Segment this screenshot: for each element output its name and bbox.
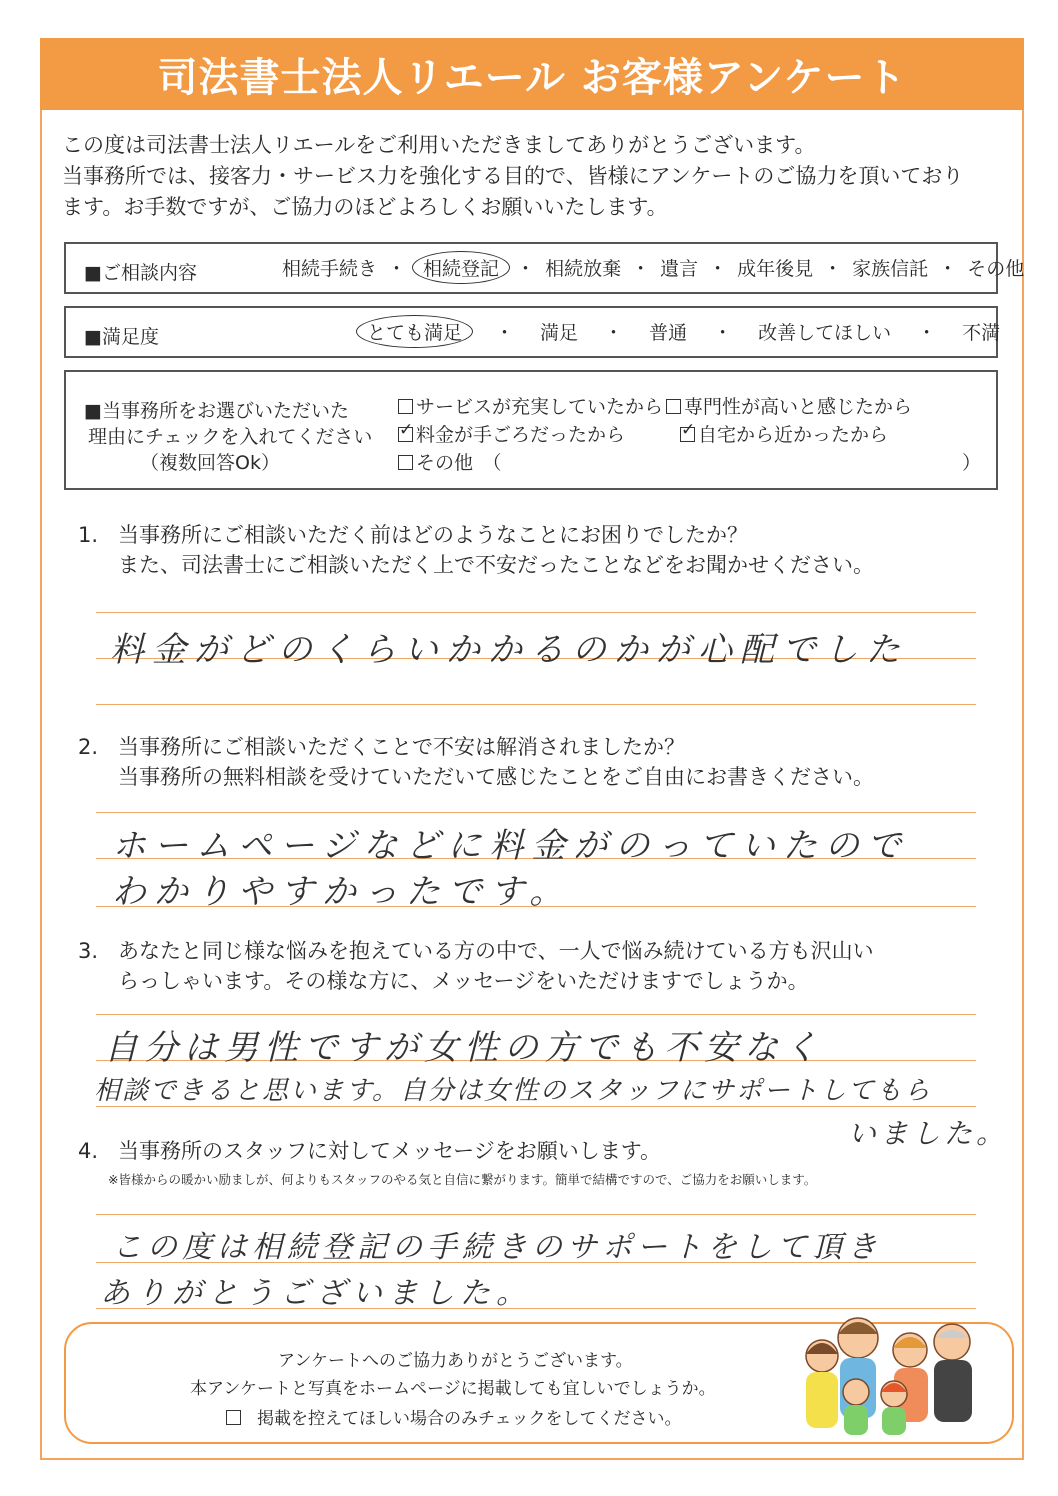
- question-text: らっしゃいます。その様な方に、メッセージをいただけますでしょうか。: [118, 969, 809, 993]
- question-number: 1.: [78, 523, 99, 547]
- consultation-option[interactable]: 相続放棄: [545, 258, 622, 280]
- checkbox[interactable]: [666, 399, 681, 414]
- reasons-label: （複数回答Ok）: [140, 452, 280, 474]
- satisfaction-option[interactable]: 不満: [962, 322, 1001, 344]
- consultation-option[interactable]: 家族信託: [852, 258, 929, 280]
- consultation-option[interactable]: 相続手続き: [282, 258, 378, 280]
- reason-text: 専門性が高いと感じたから: [684, 396, 913, 418]
- reason-text: 自宅から近かったから: [698, 424, 889, 446]
- question-text: また、司法書士にご相談いただく上で不安だったことなどをお聞かせください。: [118, 553, 874, 577]
- footer-thanks: アンケートへのご協力ありがとうございます。: [278, 1351, 633, 1371]
- question-3: [78, 936, 874, 996]
- reason-close-paren: ）: [962, 452, 982, 474]
- satisfaction-option-selected[interactable]: とても満足: [356, 315, 473, 348]
- question-text: 当事務所にご相談いただく前はどのようなことにお困りでしたか？: [118, 523, 748, 547]
- intro-line: ます。お手数ですが、ご協力のほどよろしくお願いいたします。: [62, 195, 668, 219]
- answer-rule: [96, 1014, 976, 1015]
- answer-1-handwriting: 料金がどのくらいかかるのかが心配でした: [110, 630, 908, 670]
- intro-text: [62, 130, 1007, 223]
- consultation-option[interactable]: 成年後見: [737, 258, 814, 280]
- question-text: 当事務所のスタッフに対してメッセージをお願いします。: [118, 1139, 662, 1163]
- intro-line: この度は司法書士法人リエールをご利用いただきましてありがとうございます。: [62, 133, 816, 157]
- question-text: 当事務所の無料相談を受けていただいて感じたことをご自由にお書きください。: [118, 765, 874, 789]
- question-2: [78, 732, 874, 792]
- question-text: あなたと同じ様な悩みを抱えている方の中で、一人で悩み続けている方も沢山い: [118, 939, 874, 963]
- family-illustration: [800, 1308, 980, 1440]
- checkbox[interactable]: [398, 455, 413, 470]
- reason-item[interactable]: [398, 392, 663, 419]
- answer-3-handwriting: 相談できると思います。自分は女性のスタッフにサポートしてもら: [94, 1076, 932, 1106]
- question-text: 当事務所にご相談いただくことで不安は解消されましたか？: [118, 735, 685, 759]
- consultation-option-selected[interactable]: 相続登記: [412, 251, 510, 284]
- answer-rule: [96, 1214, 976, 1215]
- reasons-label: 理由にチェックを入れてください: [88, 426, 373, 448]
- reason-text: その他 （: [416, 452, 502, 474]
- reason-item[interactable]: [398, 448, 502, 475]
- checkbox-checked[interactable]: [398, 427, 413, 442]
- reason-item[interactable]: [666, 392, 912, 419]
- answer-rule: [96, 704, 976, 705]
- survey-title: 司法書士法人リエール お客様アンケート: [40, 38, 1024, 110]
- publish-opt-out-checkbox[interactable]: [226, 1410, 241, 1425]
- consultation-option[interactable]: 遺言: [660, 258, 699, 280]
- answer-4-handwriting: ありがとうございました。: [100, 1276, 532, 1311]
- satisfaction-options: とても満足 ・ 満足 ・ 普通 ・ 改善してほしい ・ 不満: [360, 318, 1000, 345]
- reason-text: サービスが充実していたから: [416, 396, 664, 418]
- footer-checkbox-row[interactable]: [226, 1404, 682, 1429]
- reasons-label: ■当事務所をお選びいただいた: [84, 400, 349, 422]
- reason-item[interactable]: [680, 420, 888, 447]
- question-number: 3.: [78, 939, 99, 963]
- answer-4-handwriting: この度は相続登記の手続きのサポートをして頂き: [112, 1230, 882, 1265]
- question-4: [78, 1136, 661, 1166]
- consultation-label: ■ご相談内容: [84, 262, 197, 284]
- checkbox-checked[interactable]: [680, 427, 695, 442]
- consultation-options: 相続手続き ・ 相続登記 ・ 相続放棄 ・ 遺言 ・ 成年後見 ・ 家族信託 ・ その他: [282, 254, 1024, 281]
- answer-2-handwriting: ホームページなどに料金がのっていたので: [112, 826, 909, 866]
- intro-line: 当事務所では、接客力・サービス力を強化する目的で、皆様にアンケートのご協力を頂いており: [62, 164, 964, 188]
- answer-rule: [96, 612, 976, 613]
- satisfaction-label: ■満足度: [84, 326, 159, 348]
- answer-3-handwriting: 自分は男性ですが女性の方でも不安なく: [104, 1028, 824, 1068]
- question-4-note: ※皆様からの暖かい励ましが、何よりもスタッフのやる気と自信に繋がります。簡単で結構ですので、ご協力をお願いします。: [108, 1172, 817, 1187]
- reason-text: 料金が手ごろだったから: [416, 424, 626, 446]
- satisfaction-option[interactable]: 改善してほしい: [758, 322, 892, 344]
- footer-question: 本アンケートと写真をホームページに掲載しても宜しいでしょうか。: [190, 1379, 716, 1399]
- reason-item[interactable]: [398, 420, 625, 447]
- answer-3-handwriting: いました。: [848, 1117, 1009, 1150]
- satisfaction-option[interactable]: 普通: [649, 322, 688, 344]
- question-1: [78, 520, 874, 580]
- checkbox[interactable]: [398, 399, 413, 414]
- answer-rule: [96, 812, 976, 813]
- question-number: 2.: [78, 735, 99, 759]
- question-number: 4.: [78, 1139, 99, 1163]
- satisfaction-option[interactable]: 満足: [540, 322, 579, 344]
- answer-2-handwriting: わかりやすかったです。: [112, 872, 572, 912]
- consultation-option[interactable]: その他: [967, 258, 1025, 280]
- footer-checkbox-label: 掲載を控えてほしい場合のみチェックをしてください。: [257, 1409, 682, 1429]
